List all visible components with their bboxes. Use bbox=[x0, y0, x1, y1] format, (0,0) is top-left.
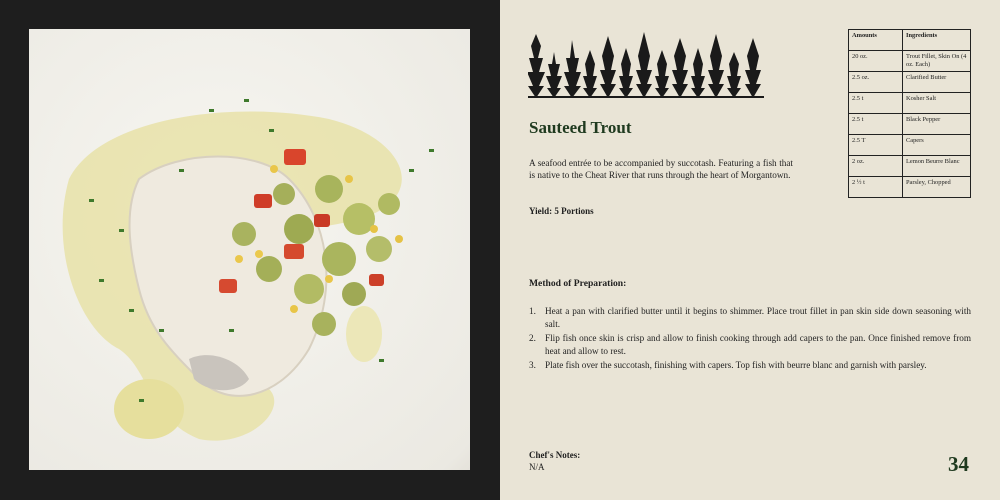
recipe-description: A seafood entrée to be accompanied by succotash. Featuring a fish that is native to the Cheat River that runs through the heart of Morgantown. bbox=[529, 158, 793, 181]
page-number: 34 bbox=[948, 452, 969, 476]
amount-cell: 2.5 t bbox=[849, 114, 903, 135]
list-item bbox=[529, 332, 971, 359]
table-row bbox=[849, 72, 971, 93]
step-number: 2. bbox=[529, 332, 536, 343]
step-number: 1. bbox=[529, 306, 536, 316]
dish-photo bbox=[29, 29, 470, 470]
amount-cell: 2 ½ t bbox=[849, 177, 903, 198]
table-row bbox=[849, 93, 971, 114]
table-row bbox=[849, 114, 971, 135]
amount-cell: 2 oz. bbox=[849, 156, 903, 177]
ingredient-cell: Lemon Beurre Blanc bbox=[903, 156, 971, 177]
table-header-row bbox=[849, 30, 971, 51]
trout-plate-illustration bbox=[29, 29, 470, 470]
amount-cell: 2.5 T bbox=[849, 135, 903, 156]
amounts-header: Amounts bbox=[849, 30, 903, 51]
table-row bbox=[849, 177, 971, 198]
amount-cell: 2.5 oz. bbox=[849, 72, 903, 93]
chefs-notes-value: N/A bbox=[529, 462, 545, 472]
ingredients-table bbox=[848, 29, 971, 198]
chefs-notes-heading: Chef's Notes: bbox=[529, 450, 581, 460]
ingredient-cell: Clarified Butter bbox=[903, 72, 971, 93]
ingredients-header: Ingredients bbox=[903, 30, 971, 51]
step-text: Heat a pan with clarified butter until it begins to shimmer. Place trout fillet in pan skin side down seasoning with salt. bbox=[545, 306, 971, 330]
table-row bbox=[849, 135, 971, 156]
ingredient-cell: Capers bbox=[903, 135, 971, 156]
pine-forest-icon bbox=[528, 26, 764, 98]
ingredient-cell: Parsley, Chopped bbox=[903, 177, 971, 198]
step-text: Flip fish once skin is crisp and allow to finish cooking through add capers to the pan. Once finished remove from heat and allow to rest. bbox=[545, 332, 971, 357]
amount-cell: 20 oz. bbox=[849, 51, 903, 72]
list-item bbox=[529, 359, 971, 372]
list-item bbox=[529, 305, 971, 332]
method-heading: Method of Preparation: bbox=[529, 278, 627, 289]
step-number: 3. bbox=[529, 359, 536, 370]
ingredient-cell: Trout Fillet, Skin On (4 oz. Each) bbox=[903, 51, 971, 72]
recipe-yield: Yield: 5 Portions bbox=[529, 206, 594, 216]
table-row bbox=[849, 156, 971, 177]
step-text: Plate fish over the succotash, finishing with capers. Top fish with beurre blanc and garnish with parsley. bbox=[545, 359, 927, 370]
table-row bbox=[849, 51, 971, 72]
method-steps bbox=[529, 305, 971, 372]
recipe-title: Sauteed Trout bbox=[529, 118, 632, 137]
amount-cell: 2.5 t bbox=[849, 93, 903, 114]
right-page bbox=[500, 0, 1000, 500]
ingredient-cell: Black Pepper bbox=[903, 114, 971, 135]
ingredient-cell: Kosher Salt bbox=[903, 93, 971, 114]
